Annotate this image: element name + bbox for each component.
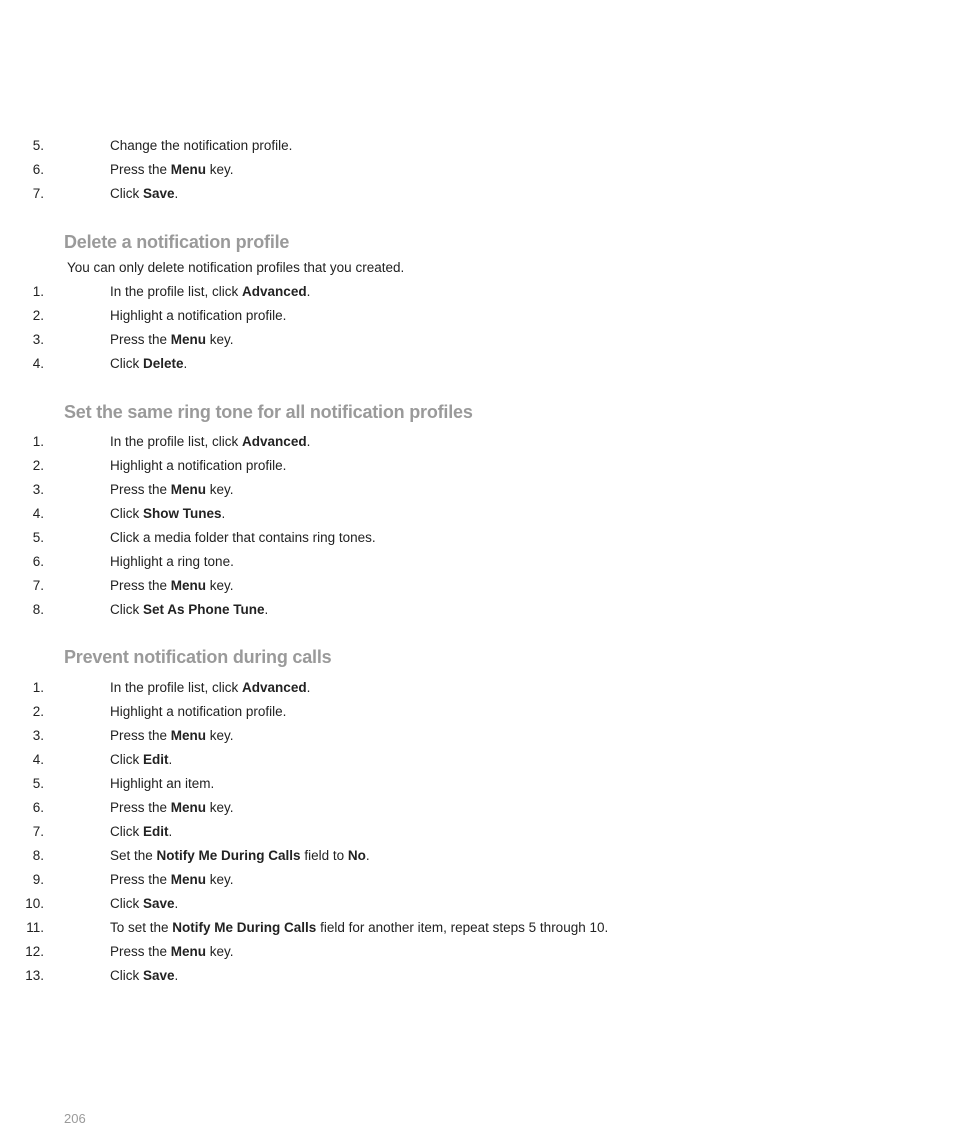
step-text-part: Highlight a ring tone. bbox=[110, 554, 234, 569]
list-item bbox=[0, 748, 900, 772]
list-item bbox=[0, 550, 900, 574]
step-text-part: . bbox=[221, 506, 226, 521]
step-text-part: Press the bbox=[110, 872, 171, 887]
step-number: 3. bbox=[32, 482, 44, 497]
step-number: 6. bbox=[32, 162, 44, 177]
step-text-part: Highlight a notification profile. bbox=[110, 308, 287, 323]
list-item bbox=[0, 820, 900, 844]
step-text bbox=[110, 158, 234, 182]
step-number: 4. bbox=[32, 506, 44, 521]
step-text bbox=[110, 526, 376, 550]
list-item bbox=[0, 598, 900, 622]
step-number: 6. bbox=[32, 800, 44, 815]
step-text-part: . bbox=[306, 434, 311, 449]
step-text bbox=[110, 328, 234, 352]
step-text bbox=[110, 916, 608, 940]
step-number: 4. bbox=[32, 752, 44, 767]
ui-term: Edit bbox=[143, 824, 169, 839]
step-number: 1. bbox=[32, 680, 44, 695]
list-item bbox=[0, 868, 900, 892]
step-text-part: Press the bbox=[110, 728, 171, 743]
step-text-part: Highlight a notification profile. bbox=[110, 458, 287, 473]
step-text-part: Click a media folder that contains ring tones. bbox=[110, 530, 376, 545]
ui-term: Menu bbox=[170, 482, 207, 497]
step-text bbox=[110, 478, 234, 502]
list-item bbox=[0, 478, 900, 502]
step-number: 7. bbox=[32, 824, 44, 839]
ui-term: No bbox=[347, 848, 366, 863]
step-text-part: . bbox=[264, 602, 269, 617]
step-text-part: . bbox=[174, 186, 179, 201]
ui-term: Save bbox=[143, 186, 175, 201]
step-text-part: Change the notification profile. bbox=[110, 138, 293, 153]
step-text bbox=[110, 352, 187, 376]
step-text-part: . bbox=[306, 680, 311, 695]
section-heading-same-ring-tone: Set the same ring tone for all notification profiles bbox=[64, 402, 473, 422]
list-item bbox=[0, 182, 900, 206]
step-number: 2. bbox=[32, 308, 44, 323]
steps-list-continued bbox=[0, 134, 900, 206]
step-text bbox=[110, 430, 310, 454]
list-item bbox=[0, 430, 900, 454]
step-text bbox=[110, 820, 172, 844]
step-text-part: Press the bbox=[110, 944, 171, 959]
ui-term: Menu bbox=[170, 332, 207, 347]
step-number: 1. bbox=[32, 434, 44, 449]
step-text bbox=[110, 134, 292, 158]
step-text bbox=[110, 550, 234, 574]
list-item bbox=[0, 158, 900, 182]
step-text-part: field for another item, repeat steps 5 through 10. bbox=[316, 920, 609, 935]
step-text bbox=[110, 772, 214, 796]
ui-term: Menu bbox=[170, 162, 207, 177]
step-text-part: key. bbox=[206, 800, 234, 815]
steps-list-same-ring-tone bbox=[0, 430, 900, 622]
list-item bbox=[0, 676, 900, 700]
list-item bbox=[0, 454, 900, 478]
step-number: 3. bbox=[32, 728, 44, 743]
list-item bbox=[0, 304, 900, 328]
list-item bbox=[0, 352, 900, 376]
step-text-part: In the profile list, click bbox=[110, 284, 243, 299]
step-number: 4. bbox=[32, 356, 44, 371]
list-item bbox=[0, 280, 900, 304]
step-text-part: Set the bbox=[110, 848, 157, 863]
step-text-part: . bbox=[168, 824, 173, 839]
step-text bbox=[110, 724, 234, 748]
list-item bbox=[0, 964, 900, 988]
ui-term: Notify Me During Calls bbox=[172, 920, 317, 935]
list-item bbox=[0, 844, 900, 868]
step-text bbox=[110, 748, 172, 772]
step-text-part: Click bbox=[110, 602, 143, 617]
step-text bbox=[110, 598, 268, 622]
step-text-part: Press the bbox=[110, 482, 171, 497]
step-text bbox=[110, 796, 234, 820]
step-text-part: Highlight an item. bbox=[110, 776, 215, 791]
step-text-part: Click bbox=[110, 968, 143, 983]
ui-term: Show Tunes bbox=[143, 506, 222, 521]
ui-term: Save bbox=[143, 896, 175, 911]
step-text-part: To set the bbox=[110, 920, 173, 935]
ui-term: Menu bbox=[170, 578, 207, 593]
step-text bbox=[110, 280, 310, 304]
ui-term: Save bbox=[143, 968, 175, 983]
step-number: 8. bbox=[32, 848, 44, 863]
ui-term: Edit bbox=[143, 752, 169, 767]
step-text bbox=[110, 182, 178, 206]
list-item bbox=[0, 772, 900, 796]
step-text-part: . bbox=[183, 356, 188, 371]
step-text-part: . bbox=[168, 752, 173, 767]
section-intro-delete-profile: You can only delete notification profiles that you created. bbox=[67, 260, 405, 275]
list-item bbox=[0, 724, 900, 748]
ui-term: Menu bbox=[170, 728, 207, 743]
ui-term: Advanced bbox=[242, 434, 307, 449]
step-text bbox=[110, 892, 178, 916]
step-number: 7. bbox=[32, 186, 44, 201]
page-number: 206 bbox=[64, 1111, 86, 1126]
step-text-part: . bbox=[174, 968, 179, 983]
step-text bbox=[110, 454, 286, 478]
list-item bbox=[0, 796, 900, 820]
step-text-part: key. bbox=[206, 578, 234, 593]
step-text-part: Click bbox=[110, 186, 143, 201]
step-number: 3. bbox=[32, 332, 44, 347]
ui-term: Advanced bbox=[242, 284, 307, 299]
section-heading-prevent-during-calls: Prevent notification during calls bbox=[64, 647, 332, 667]
step-text-part: Click bbox=[110, 356, 143, 371]
step-text-part: key. bbox=[206, 944, 234, 959]
step-text-part: In the profile list, click bbox=[110, 680, 243, 695]
step-text-part: . bbox=[306, 284, 311, 299]
ui-term: Delete bbox=[143, 356, 184, 371]
step-text-part: Click bbox=[110, 824, 143, 839]
step-text bbox=[110, 868, 234, 892]
step-number: 5. bbox=[32, 776, 44, 791]
ui-term: Menu bbox=[170, 944, 207, 959]
step-text bbox=[110, 502, 225, 526]
step-number: 2. bbox=[32, 704, 44, 719]
step-number: 7. bbox=[32, 578, 44, 593]
step-text-part: Click bbox=[110, 752, 143, 767]
step-text bbox=[110, 964, 178, 988]
step-number: 5. bbox=[32, 138, 44, 153]
step-text-part: key. bbox=[206, 332, 234, 347]
step-text bbox=[110, 574, 234, 598]
step-number: 10. bbox=[25, 896, 44, 911]
step-text bbox=[110, 844, 370, 868]
list-item bbox=[0, 328, 900, 352]
step-text-part: key. bbox=[206, 728, 234, 743]
steps-list-delete-profile bbox=[0, 280, 900, 376]
list-item bbox=[0, 700, 900, 724]
list-item bbox=[0, 916, 900, 940]
ui-term: Advanced bbox=[242, 680, 307, 695]
step-text bbox=[110, 700, 286, 724]
step-text bbox=[110, 940, 234, 964]
list-item bbox=[0, 574, 900, 598]
step-number: 5. bbox=[32, 530, 44, 545]
step-text-part: Highlight a notification profile. bbox=[110, 704, 287, 719]
step-text-part: Click bbox=[110, 506, 143, 521]
step-text-part: field to bbox=[300, 848, 348, 863]
list-item bbox=[0, 940, 900, 964]
step-text-part: . bbox=[174, 896, 179, 911]
step-number: 13. bbox=[25, 968, 44, 983]
steps-list-prevent-during-calls bbox=[0, 676, 900, 988]
step-number: 11. bbox=[26, 920, 44, 935]
step-number: 1. bbox=[32, 284, 44, 299]
step-text-part: key. bbox=[206, 162, 234, 177]
step-text-part: key. bbox=[206, 872, 234, 887]
step-number: 9. bbox=[32, 872, 44, 887]
step-number: 6. bbox=[32, 554, 44, 569]
ui-term: Menu bbox=[170, 872, 207, 887]
list-item bbox=[0, 502, 900, 526]
step-text-part: Press the bbox=[110, 578, 171, 593]
ui-term: Notify Me During Calls bbox=[156, 848, 301, 863]
section-heading-delete-profile: Delete a notification profile bbox=[64, 232, 290, 252]
step-number: 8. bbox=[32, 602, 44, 617]
step-text-part: . bbox=[365, 848, 370, 863]
step-text-part: Click bbox=[110, 896, 143, 911]
list-item bbox=[0, 526, 900, 550]
step-number: 2. bbox=[32, 458, 44, 473]
list-item bbox=[0, 892, 900, 916]
ui-term: Set As Phone Tune bbox=[143, 602, 265, 617]
step-number: 12. bbox=[25, 944, 44, 959]
step-text-part: Press the bbox=[110, 162, 171, 177]
step-text bbox=[110, 304, 286, 328]
step-text-part: Press the bbox=[110, 800, 171, 815]
step-text-part: Press the bbox=[110, 332, 171, 347]
step-text bbox=[110, 676, 310, 700]
step-text-part: key. bbox=[206, 482, 234, 497]
ui-term: Menu bbox=[170, 800, 207, 815]
list-item bbox=[0, 134, 900, 158]
step-text-part: In the profile list, click bbox=[110, 434, 243, 449]
